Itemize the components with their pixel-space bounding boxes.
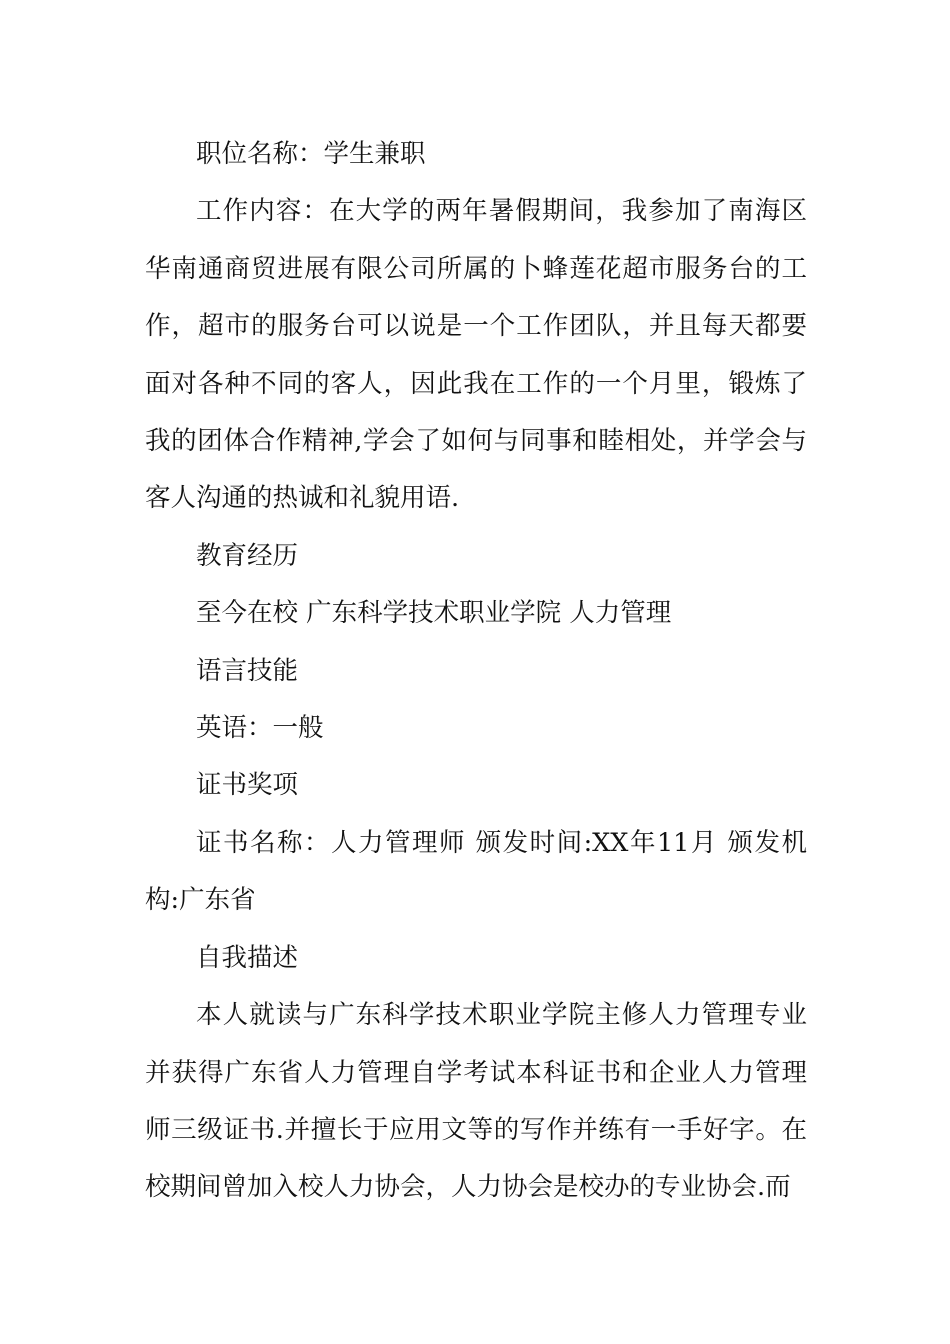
document-body [145, 126, 807, 1217]
self-description-paragraph: 本人就读与广东科学技术职业学院主修人力管理专业并获得广东省人力管理自学考试本科证书和企业人力管理师三级证书.并擅长于应用文等的写作并练有一手好字。在校期间曾加入校人力协会，人力协会是校办的专业协会.而 [145, 1000, 807, 1203]
self-description-heading: 自我描述 [196, 942, 299, 973]
certificates-heading: 证书奖项 [196, 770, 299, 801]
certificate-entry: 证书名称：人力管理师 颁发时间:XX年11月 颁发机构:广东省 [145, 827, 807, 916]
education-entry: 至今在校 广东科学技术职业学院 人力管理 [196, 598, 672, 629]
english-level-line: 英语：一般 [196, 713, 324, 744]
language-skills-heading: 语言技能 [196, 655, 299, 686]
education-heading: 教育经历 [196, 540, 299, 571]
job-description-paragraph: 工作内容：在大学的两年暑假期间，我参加了南海区华南通商贸进展有限公司所属的卜蜂莲花超市服务台的工作，超市的服务台可以说是一个工作团队，并且每天都要面对各种不同的客人，因此我在工作的一个月里，锻炼了我的团体合作精神,学会了如何与同事和睦相处，并学会与客人沟通的热诚和礼貌用语. [145, 196, 807, 514]
job-title-line: 职位名称：学生兼职 [196, 139, 426, 169]
